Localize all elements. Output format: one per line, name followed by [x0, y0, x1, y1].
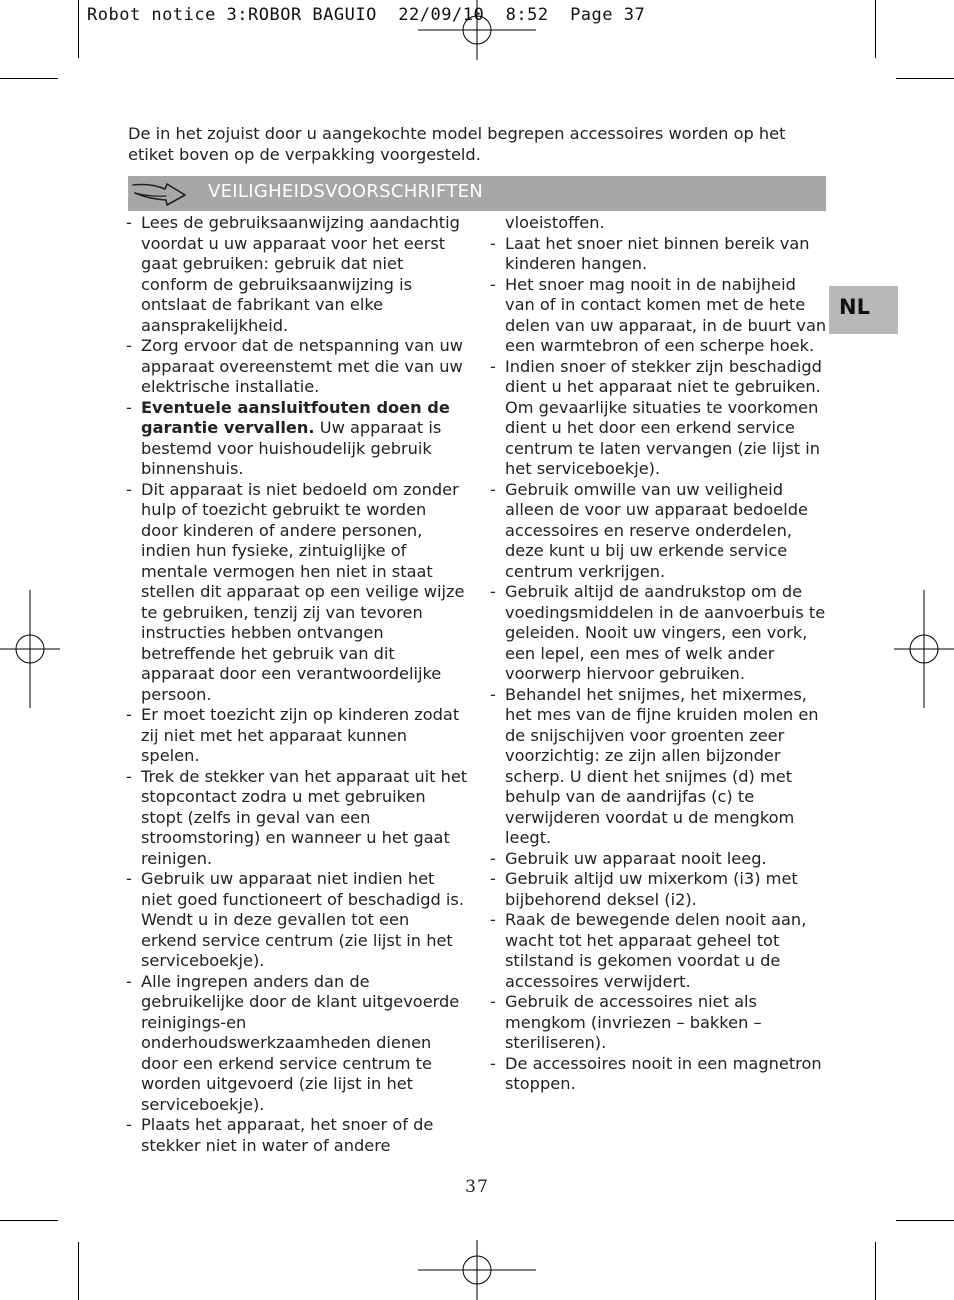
- section-header: [128, 176, 826, 211]
- list-item-text: Raak de bewegende delen nooit aan, wacht tot het apparaat geheel tot stilstand is gekomen voordat u de accessoires verwijdert.: [505, 910, 807, 991]
- crop-mark: [896, 1220, 954, 1221]
- list-item: [490, 849, 830, 870]
- crop-mark: [0, 1220, 58, 1221]
- bullet-dash: -: [490, 356, 496, 376]
- list-item: [126, 705, 468, 767]
- bullet-dash: -: [126, 397, 132, 417]
- crop-mark: [896, 78, 954, 79]
- bullet-dash: -: [490, 1053, 496, 1073]
- arrow-icon: [131, 179, 189, 209]
- bullet-dash: -: [490, 992, 496, 1011]
- list-item-text: Uw apparaat is bestemd voor huishoudelijk gebruik binnenshuis.: [141, 418, 442, 478]
- bullet-dash: -: [126, 213, 132, 232]
- bullet-dash: -: [126, 336, 132, 355]
- list-item-text: De accessoires nooit in een magnetron stoppen.: [505, 1053, 822, 1093]
- bullet-dash: -: [126, 479, 132, 499]
- safety-list-left: [126, 213, 468, 1156]
- crop-mark: [875, 0, 876, 58]
- list-item: [126, 336, 468, 398]
- list-item: [490, 1054, 830, 1095]
- list-item-text: Gebruik omwille van uw veiligheid alleen de voor uw apparaat bedoelde accessoires en reserve onderdelen, deze kunt u bij uw erkende service centrum verkrijgen.: [505, 479, 808, 581]
- list-item-text: Indien snoer of stekker zijn beschadigd dient u het apparaat niet te gebruiken. Om gevaarlijke situaties te voorkomen dient u het door een erkend service centrum te laten vervangen (zie lijst in het serviceboekje).: [505, 356, 822, 478]
- list-item-bold-text: Eventuele aansluitfouten doen de garantie vervallen.: [141, 397, 450, 437]
- list-item-text: Gebruik uw apparaat niet indien het niet goed functioneert of beschadigd is. Wendt u in deze gevallen tot een erkend service centrum (zie lijst in het serviceboekje).: [141, 869, 464, 970]
- bullet-dash: -: [490, 582, 496, 601]
- list-item: [490, 480, 830, 583]
- list-item-text: Gebruik de accessoires niet als mengkom (invriezen – bakken – steriliseren).: [505, 992, 762, 1052]
- bullet-dash: -: [490, 910, 496, 929]
- registration-mark-icon: [418, 1240, 536, 1300]
- list-item: [490, 582, 830, 685]
- registration-mark-icon: [418, 0, 536, 60]
- bullet-dash: -: [126, 971, 132, 991]
- list-item: [490, 275, 830, 357]
- section-title: VEILIGHEIDSVOORSCHRIFTEN: [208, 181, 484, 202]
- list-item-text: Trek de stekker van het apparaat uit het stopcontact zodra u met gebruiken stopt (zelfs in geval van een stroomstoring) en wanneer u het gaat reinigen.: [141, 766, 468, 868]
- list-item-text: Behandel het snijmes, het mixermes, het mes van de fijne kruiden molen en de snijschijven voor groenten zeer voorzichtig: ze zijn allen bijzonder scherp. U dient het snijmes (d) met behulp van de aandrijfas (c) te verwijderen voordat u de mengkom leegt.: [505, 684, 819, 847]
- list-item-text: Gebruik uw apparaat nooit leeg.: [505, 848, 767, 868]
- list-item: [126, 972, 468, 1116]
- list-item-text: Plaats het apparaat, het snoer of de stekker niet in water of andere: [141, 1115, 434, 1155]
- bullet-dash: -: [490, 233, 496, 253]
- list-item-text: Alle ingrepen anders dan de gebruikelijke door de klant uitgevoerde reinigings-en onderhoudswerkzaamheden dienen door een erkend service centrum te worden uitgevoerd (zie lijst in het serviceboekje).: [141, 971, 460, 1114]
- list-item: [490, 234, 830, 275]
- bullet-dash: -: [126, 869, 132, 888]
- list-item-text: Dit apparaat is niet bedoeld om zonder hulp of toezicht gebruikt te worden door kinderen of andere personen, indien hun fysieke, zintuiglijke of mentale vermogen hen niet in staat stellen dit apparaat op een veilige wijze te gebruiken, tenzij zij van tevoren instructies hebben ontvangen betreffende het gebruik van dit apparaat door een verantwoordelijke persoon.: [141, 479, 465, 704]
- intro-paragraph: De in het zojuist door u aangekochte model begrepen accessoires worden op het etiket boven op de verpakking voorgesteld.: [128, 124, 786, 164]
- crop-mark: [875, 1242, 876, 1300]
- bullet-dash: -: [490, 848, 496, 868]
- list-item-text: Lees de gebruiksaanwijzing aandachtig voordat u uw apparaat voor het eerst gaat gebruiken: gebruik dat niet conform de gebruiksaanwijzing is ontslaat de fabrikant van elke aansprakelijkheid.: [141, 213, 460, 335]
- bullet-dash: -: [126, 705, 132, 724]
- crop-mark: [78, 1242, 79, 1300]
- bullet-dash: -: [490, 684, 496, 704]
- list-item-continuation: vloeistoffen.: [505, 213, 605, 232]
- registration-mark-icon: [894, 590, 954, 708]
- bullet-dash: -: [126, 1115, 132, 1134]
- list-item-text: Gebruik altijd de aandrukstop om de voedingsmiddelen in de aanvoerbuis te geleiden. Nooit uw vingers, een vork, een lepel, een mes of welk ander voorwerp hiervoor gebruiken.: [505, 582, 826, 683]
- safety-list-right: [490, 213, 830, 1095]
- list-item-text: Zorg ervoor dat de netspanning van uw apparaat overeenstemt met die van uw elektrische installatie.: [141, 336, 463, 396]
- bullet-dash: -: [490, 274, 496, 294]
- list-item: [490, 910, 830, 992]
- registration-mark-icon: [0, 590, 60, 708]
- list-item: [490, 357, 830, 480]
- list-item: [126, 767, 468, 870]
- print-slug: Robot notice 3:ROBOR BAGUIO 22/09/10 8:52 Page 37: [87, 5, 646, 25]
- bullet-dash: -: [126, 766, 132, 786]
- list-item: [126, 398, 468, 480]
- list-item: [490, 992, 830, 1054]
- language-tab-label: NL: [839, 295, 870, 319]
- list-item-text: Gebruik altijd uw mixerkom (i3) met bijbehorend deksel (i2).: [505, 869, 798, 909]
- list-item-text: Er moet toezicht zijn op kinderen zodat zij niet met het apparaat kunnen spelen.: [141, 705, 460, 765]
- list-item: [490, 685, 830, 849]
- crop-mark: [0, 78, 58, 79]
- list-item: [490, 869, 830, 910]
- page-number: 37: [465, 1177, 489, 1197]
- language-tab: [829, 286, 898, 334]
- list-item-text: Het snoer mag nooit in de nabijheid van of in contact komen met de hete delen van uw apparaat, in de buurt van een warmtebron of een scherpe hoek.: [505, 274, 827, 355]
- list-item: [126, 480, 468, 706]
- list-item: [126, 869, 468, 972]
- list-item: [126, 213, 468, 336]
- bullet-dash: -: [490, 869, 496, 888]
- list-item-text: Laat het snoer niet binnen bereik van kinderen hangen.: [505, 233, 810, 273]
- list-item: [126, 1115, 468, 1156]
- crop-mark: [78, 0, 79, 58]
- bullet-dash: -: [490, 479, 496, 499]
